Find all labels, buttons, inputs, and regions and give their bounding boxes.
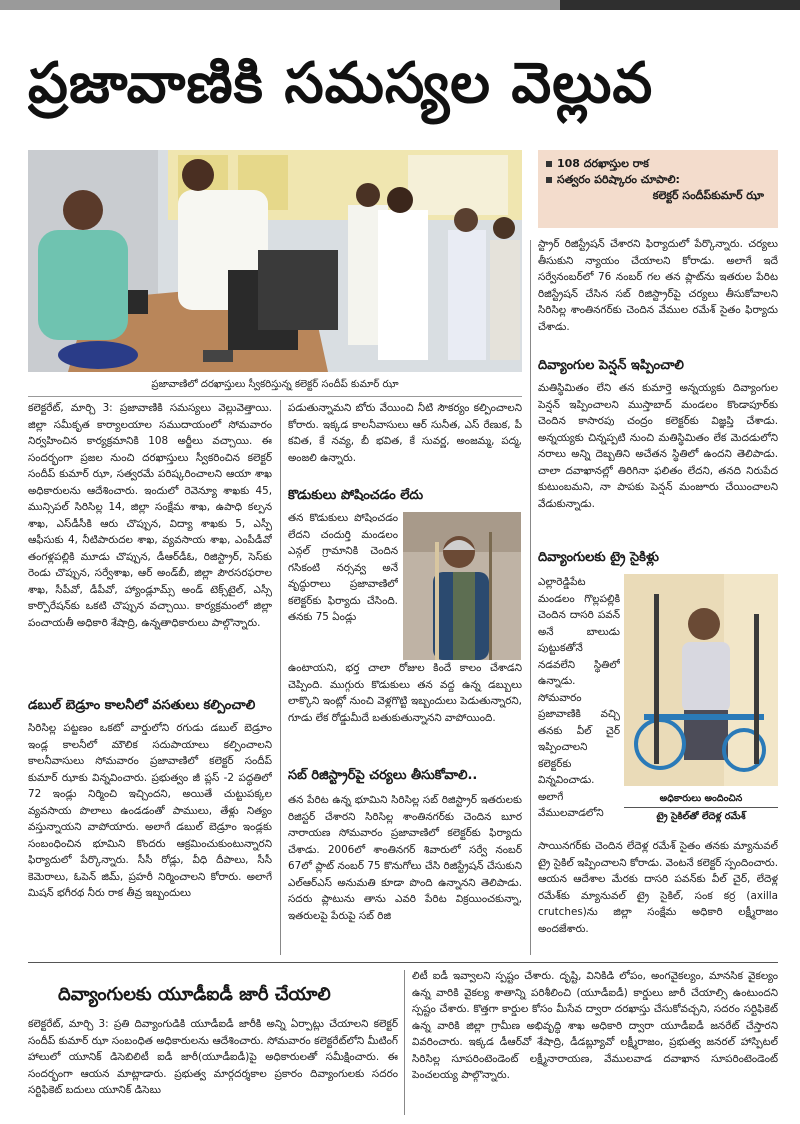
- article-continuation: స్ట్రార్ రిజిస్ట్రేషన్ చేశారని ఫిర్యాదులో పేర్కొన్నారు. చర్యలు తీసుకుని న్యాయం చేయాలని కోరాడు. అలాగే ఇదే సర్వేనంబర్‌లో 76 నంబర్ గల తన ప్లాట్‌ను ఇతరుల పేరిట రిజిస్ట్రేషన్ చేసిన సబ్ రిజిస్ట్రార్‌పై చర్యలు తీసుకోవాలని సిరిసిల్ల శాంతినగర్‌కు చెందిన వేముల రమేశ్ సైతం ఫిర్యాదు చేశాడు.: [538, 238, 778, 333]
- highlight-text: 108 దరఖాస్తుల రాక: [557, 157, 649, 170]
- page-headline: ప్రజావాణికి సమస్యల వెల్లువ: [28, 51, 654, 116]
- section-body: ఉంటాయని, భర్త చాలా రోజుల కిందే కాలం చేశాడని చెప్పింది. ముగ్గురు కొడుకులు తన వద్ద ఉన్న డబ్బులు లాక్కొని ఇంట్లో నుంచి వెళ్లగొట్టి ఇబ్బందులు పెడుతున్నారని, గూడు లేక రోడ్డుమీదే బతుకుతున్నానని వాపోయింది.: [288, 662, 522, 724]
- section-body: తన పేరిట ఉన్న భూమిని సిరిసిల్ల సబ్ రిజిస్ట్రార్ ఇతరులకు రిజిస్టర్ చేశారని సిరిసిల్ల శాంతినగర్‌కు చెందిన బూర నారాయణ సోమవారం ప్రజావాణిలో కలెక్టర్‌కు ఫిర్యాదు చేశాడు. 2006లో శాంతినగర్ శివారులో సర్వే నంబర్ 67లో ప్లాట్ నంబర్ 75 కొనుగోలు చేసి రిజిస్ట్రేషన్ చేసుకుని ఎల్ఆర్ఎస్ అనుమతి కూడా పొంది ఉన్నానని తెలిపాడు. సదరు ప్లాటును తాను ఎవరి పేరిట విక్రయించకున్నా, ఇతరులపై పేరుపై సబ్ రిజి: [288, 794, 522, 922]
- bottom-article-left: కలెక్టరేట్, మార్చి 3: ప్రతి దివ్యాంగుడికి యూడీఐడీ జారీకి అన్ని ఏర్పాట్లు చేయాలని కలెక్టర్ సందీప్ కుమార్ ఝా సంబంధిత అధికారులను ఆదేశించారు. సోమవారం కలెక్టరేట్‌లోని మీటింగ్ హాలులో యూనిక్ డిసెబిలిటీ ఐడీ జారీ(యూడీఐడీ)పై అధికారులతో సమీక్షించారు. ఈ సందర్భంగా ఆయన మాట్లాడారు. ప్రభుత్వ మార్గదర్శకాల ప్రకారం దివ్యాంగులకు సదరం సర్టిఫికెట్ బదులు యూనిక్ డిసెబు: [28, 1018, 398, 1096]
- highlight-text: సత్వరం పరిష్కారం చూపాలి:: [557, 173, 680, 186]
- highlights-box: [538, 150, 778, 228]
- section-body: సాయినగర్‌కు చెందిన లేదెళ్ల రమేశ్ సైతం తనకు మ్యానువల్ ట్రై సైకిల్ ఇప్పించాలని కోరాడు. వెంటనే కలెక్టర్ స్పందించారు. ఆయన ఆదేశాల మేరకు దాసరి పవన్‌కు వీల్ చైర్, లేదెళ్ల రమేశ్‌కు మ్యానువల్ ట్రై సైకిల్, సంక కర్ర (axilla crutches)ను జిల్లా సంక్షేమ అధికారి లక్ష్మీరాజం అందజేశారు.: [538, 840, 778, 935]
- highlight-item: [546, 172, 770, 188]
- section-heading: సబ్ రిజిస్ట్రార్‌పై చర్యలు తీసుకోవాలి..: [288, 768, 478, 783]
- highlight-subtext: కలెక్టర్ సందీప్‌కుమార్ ఝా: [652, 189, 764, 202]
- section-body: తన కొడుకులు పోషించడం లేదని చందుర్తి మండలం ఎన్గల్ గ్రామానికి చెందిన గసికంటి నర్సవ్వ అనే వృద్ధురాలు ప్రజావాణిలో కలెక్టర్‌కు ఫిర్యాదు చేసింది. తనకు 75 ఏండ్లు: [288, 512, 398, 623]
- photo-caption: ప్రజావాణిలో దరఖాస్తులు స్వీకరిస్తున్న కలెక్టర్ సందీప్ కుమార్ ఝా: [28, 374, 522, 397]
- section-divider: [28, 962, 778, 963]
- highlight-item: [546, 156, 770, 172]
- photo-man-with-tricycle: [624, 574, 778, 786]
- column-divider: [280, 400, 281, 955]
- article-continuation: పడుతున్నామని బోరు వేయించి నీటి సౌకర్యం కల్పించాలని కోరారు. ఇక్కడ కాలనీవాసులు ఆర్ సునీత, ఎస్ రేణుక, పీ కవిత, కే నవ్య, బీ భవిత, కే సువర్ణ, అంజమ్మ, పద్మ, అంజలి ఉన్నారు.: [288, 402, 522, 464]
- bottom-article-right: లిటీ ఐడీ ఇవ్వాలని స్పష్టం చేశారు. దృష్టి, వినికిడి లోపం, అంగవైకల్యం, మానసిక వైకల్యం ఉన్న వారికి వైకల్య శాతాన్ని పరిశీలించి (యూడీఐడీ) కార్డులు జారీ చేయాల్సి ఉంటుందని స్పష్టం చేశారు. కొత్తగా కార్డుల కోసం మీసేవ ద్వారా దరఖాస్తు చేసుకోవచ్చని, సదరం సర్టిఫికెట్ ఉన్న వారికి జిల్లా గ్రామీణ అభివృద్ధి శాఖ అధికారి ద్వారా యూడీఐడీ జనరేట్ చేస్తారని వివరించారు. ఇక్కడ డీఆర్‌వో శేషాద్రి, డీడబ్ల్యూవో లక్ష్మీరాజం, ప్రభుత్వ జనరల్ హాస్పిటల్ సిరిసిల్ల సూపరింటెండెంట్ లక్ష్మీనారాయణ, వేములవాడ దవాఖాన సూపరింటెండెంట్ పెంచలయ్య పాల్గొన్నారు.: [412, 970, 778, 1081]
- column-divider: [530, 240, 531, 955]
- section-heading: దివ్యాంగులకు ట్రై సైకిళ్లు: [538, 550, 659, 565]
- photo-elderly-woman: [403, 512, 521, 660]
- top-bar: [0, 0, 800, 10]
- photo-caption-line: అధికారులు అందించిన: [659, 793, 743, 804]
- section-heading: దివ్యాంగుల పెన్షన్ ఇప్పించాలి: [538, 358, 684, 373]
- column-divider: [404, 970, 405, 1115]
- section-heading: కొడుకులు పోషించడం లేదు: [288, 488, 424, 503]
- article-intro: కలెక్టరేట్, మార్చి 3: ప్రజావాణికి సమస్యలు వెల్లువెత్తాయి. జిల్లా సమీకృత కార్యాలయాల సముదాయంలో సోమవారం నిర్వహించిన కార్యక్రమానికి 108 అర్జీలు వచ్చాయి. ఈ సందర్భంగా ప్రజల నుంచి దరఖాస్తులు స్వీకరించిన కలెక్టర్ సందీప్ కుమార్ ఝా, సత్వరమే పరిష్కరించాలని ఆయా శాఖ అధికారులను ఆదేశించారు. ఇందులో రెవెన్యూ శాఖకు 45, మున్సిపల్ సిరిసిల్ల 14, జిల్లా సంక్షేమ శాఖ, ఉపాధి కల్పన శాఖ, ఎస్‌డీసీకి ఆరు చొప్పున, విద్యా శాఖకు 5, ఎస్పీ ఆఫీసుకు 4, నీటిపారుదల శాఖ, వ్యవసాయ శాఖ, ఎంపీడీవో తంగళ్లపల్లికి మూడు చొప్పున, డీఆర్‌డీఓ, రిజిస్ట్రార్, సెస్‌కు రెండు చొప్పున, సర్వేశాఖ, ఆర్ అండ్‌బీ, జిల్లా పౌరసరఫరాల శాఖ, సీపీవో, డీపీవో, హ్యాండ్లూమ్స్ అండ్ టెక్స్‌టైల్, ఎస్సీ కార్పొరేషన్‌కు ఒకటి చొప్పున వచ్చాయి. కార్యక్రమంలో జిల్లా పంచాయతీ అధికారి శేషాద్రి, ఉన్నతాధికారులు పాల్గొన్నారు.: [28, 402, 272, 629]
- section-body: సిరిసిల్ల పట్టణం ఒకటో వార్డులోని రగుడు డబుల్ బెడ్రూం ఇండ్ల కాలనీలో మౌలిక సదుపాయాలు కల్పించాలని కాలనీవాసులు సోమవారం ప్రజావాణిలో కలెక్టర్ సందీప్ కుమార్ ఝాకు విన్నవించారు. ప్రభుత్వం జీ ప్లస్ -2 పద్ధతిలో 72 ఇండ్లు నిర్మించి ఇచ్చిందని, అయితే చుట్టుపక్కల వ్యవసాయ పొలాలు ఉండడంతో పాములు, తేళ్లు నిత్యం వస్తున్నాయని వాపోయారు. అలాగే డబుల్ బెడ్రూం ఇండ్లకు సంబంధించిన భూమిని కొందరు ఆక్రమించుకుంటున్నారని ఫిర్యాదులో పేర్కొన్నారు. సీసీ రోడ్లు, వీధి దీపాలు, సీసీ కెమెరాలు, ఓపెన్ జిమ్, ప్రహరీ నిర్మించాలని కోరారు. అలాగే మిషన్ భగీరథ నీరు రాక తీవ్ర ఇబ్బందులు: [28, 722, 272, 899]
- bottom-headline: దివ్యాంగులకు యూడీఐడీ జారీ చేయాలి: [58, 984, 331, 1005]
- section-body: ఎల్లారెడ్డిపేట మండలం గొల్లపల్లికి చెందిన దాసరి పవన్ అనే బాలుడు పుట్టుకతోనే నడవలేని స్థితిలో ఉన్నాడు. సోమవారం ప్రజావాణికి వచ్చి తనకు వీల్ చైర్ ఇప్పించాలని కలెక్టర్‌కు విన్నవించాడు. అలాగే వేములవాడలోని: [538, 576, 620, 819]
- section-body: మతిస్థిమితం లేని తన కుమార్తె అన్నయ్యకు దివ్యాంగుల పెన్షన్ ఇప్పించాలని ముస్తాబాద్ మండలం కొండాపూర్‌కు చెందిన కాసారపు చంద్రం కలెక్టర్‌కు విజ్ఞప్తి చేశాడు. అన్నయ్యకు చిన్నప్పటి నుంచి మతిస్థిమితం లేక మెదడులోని నరాలు అన్ని దెబ్బతిని అచేతన స్థితిలో ఉందని తెలిపాడు. చాలా దవాఖానల్లో తిరిగినా ఫలితం లేదని, తనది నిరుపేద కుటుంబమని, నా పాపకు పెన్షన్ మంజూరు చేయించాలని వేడుకున్నాడు.: [538, 382, 778, 510]
- photo-collector-receiving-applications: [28, 150, 522, 372]
- section-heading: డబుల్ బెడ్రూం కాలనీలో వసతులు కల్పించాలి: [28, 698, 256, 713]
- photo-caption: [624, 790, 778, 826]
- photo-caption-line: ట్రై సైకిల్‌తో లేదెళ్ల రమేశ్: [624, 807, 778, 825]
